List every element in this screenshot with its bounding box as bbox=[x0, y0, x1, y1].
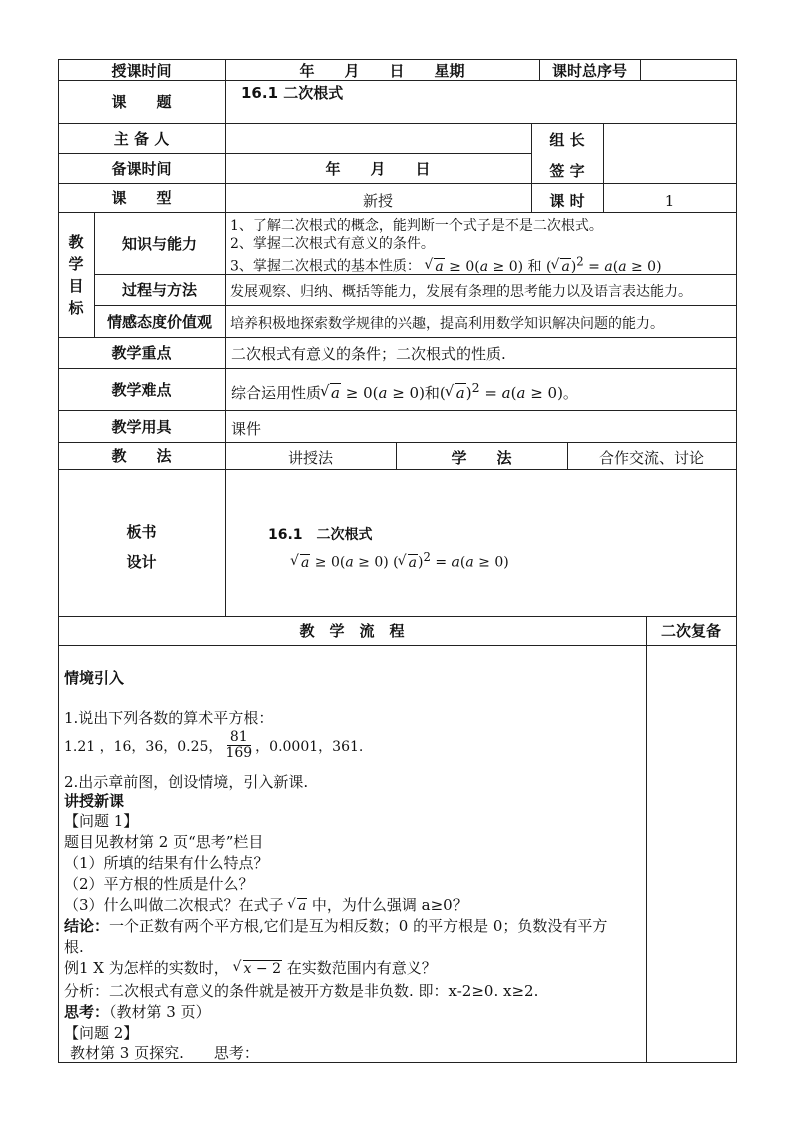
process-text: 发展观察、归纳、概括等能力，发展有条理的思考能力以及语言表达能力。 bbox=[230, 284, 692, 300]
sub3-b: 中，为什么强调 a≥0？ bbox=[311, 896, 468, 914]
date-placeholder: 年 月 日 星期 bbox=[299, 61, 465, 80]
knowledge-line-3 bbox=[230, 254, 662, 276]
difficulty-prefix: 综合运用性质 bbox=[231, 384, 322, 402]
knowledge-label: 知识与能力 bbox=[121, 234, 197, 253]
tools-text: 课件 bbox=[231, 420, 262, 438]
sub-question-3 bbox=[64, 894, 468, 915]
think bbox=[64, 1001, 211, 1022]
intro-heading: 情境引入 bbox=[64, 669, 125, 687]
sign-label: 签 字 bbox=[549, 161, 585, 180]
attitude-text: 培养积极地探索数学规律的兴趣，提高利用数学知识解决问题的能力。 bbox=[230, 316, 664, 332]
lesson-type-label: 课 型 bbox=[111, 189, 172, 207]
numbers-line bbox=[64, 730, 363, 762]
key-point-label: 教学重点 bbox=[111, 344, 172, 362]
difficulty-text bbox=[231, 380, 578, 403]
numbers-a: 1.21 ，16，36，0.25， bbox=[64, 738, 223, 755]
question-2: 2.出示章前图，创设情境，引入新课. bbox=[64, 773, 309, 791]
example-1 bbox=[64, 957, 437, 978]
key-point-text: 二次根式有意义的条件；二次根式的性质. bbox=[231, 345, 506, 363]
difficulty-suffix: 。 bbox=[562, 384, 578, 402]
example-b: 在实数范围内有意义？ bbox=[286, 959, 437, 977]
conclusion bbox=[64, 915, 607, 936]
sqrt-x-minus-2: √ x − 2 bbox=[234, 961, 282, 977]
example-a: 例1 X 为怎样的实数时， bbox=[64, 959, 229, 977]
leader-label: 组 长 bbox=[549, 130, 585, 149]
attitude-label: 情感态度价值观 bbox=[106, 312, 212, 331]
conclusion-text-1: 一个正数有两个平方根,它们是互为相反数；0 的平方根是 0；负数没有平方 bbox=[109, 917, 608, 935]
goals-group-label: 教 学 目 标 bbox=[68, 233, 84, 317]
fraction: $\frac{81}{169}$ bbox=[225, 729, 253, 762]
prep-time-label: 备课时间 bbox=[111, 159, 172, 178]
knowledge-line-1: 1、了解二次根式的概念，能判断一个式子是不是二次根式。 bbox=[230, 218, 603, 234]
hours-value: 1 bbox=[664, 191, 675, 210]
learn-method-value: 合作交流、讨论 bbox=[598, 449, 704, 467]
new-lesson-heading: 讲授新课 bbox=[64, 792, 125, 810]
problem-2: 【问题 2】 bbox=[64, 1024, 139, 1042]
lesson-type-value: 新授 bbox=[362, 192, 393, 210]
topic-value: 16.1 二次根式 bbox=[241, 83, 344, 102]
problem-1: 【问题 1】 bbox=[64, 812, 139, 830]
flow-header: 教 学 流 程 bbox=[299, 622, 405, 640]
board-label-2: 设计 bbox=[126, 552, 157, 571]
property-formula: √ a ≥ 0(a ≥ 0) 和 (√ a)$^2$ = a(a ≥ 0) bbox=[425, 259, 661, 275]
knowledge-line-3-text: 3、掌握二次根式的基本性质： bbox=[230, 258, 421, 275]
topic-label: 课 题 bbox=[111, 93, 172, 111]
process-label: 过程与方法 bbox=[121, 281, 197, 299]
board-formula: √ a ≥ 0(a ≥ 0) (√ a)$^2$ = a(a ≥ 0) bbox=[291, 550, 509, 571]
explore: 教材第 3 页探究. 思考： bbox=[70, 1044, 259, 1062]
question-1: 1.说出下列各数的算术平方根： bbox=[64, 709, 274, 727]
conclusion-label: 结论： bbox=[64, 917, 110, 935]
preparer-value[interactable] bbox=[226, 123, 530, 153]
sub-question-2: （2）平方根的性质是什么？ bbox=[64, 875, 254, 893]
teach-method-value: 讲授法 bbox=[287, 449, 333, 467]
hours-label: 课 时 bbox=[549, 192, 585, 210]
board-label-1: 板书 bbox=[126, 522, 157, 541]
think-text: （教材第 3 页） bbox=[109, 1003, 211, 1021]
board-title: 16.1 二次根式 bbox=[268, 527, 373, 543]
preparer-label: 主 备 人 bbox=[113, 129, 170, 148]
difficulty-label: 教学难点 bbox=[111, 380, 172, 399]
serial-value[interactable] bbox=[640, 59, 736, 81]
tools-label: 教学用具 bbox=[111, 417, 172, 436]
difficulty-formula: √ a ≥ 0(a ≥ 0)和(√ a)$^2$ = a(a ≥ 0) bbox=[321, 384, 563, 402]
think-label: 思考： bbox=[64, 1003, 110, 1021]
learn-method-label: 学 法 bbox=[451, 449, 512, 467]
prep-time-value: 年 月 日 bbox=[325, 159, 431, 178]
teach-method-label: 教 法 bbox=[111, 447, 172, 465]
conclusion-text-2: 根. bbox=[64, 938, 84, 956]
serial-label: 课时总序号 bbox=[551, 61, 627, 80]
sqrt-a: √ a bbox=[288, 899, 307, 914]
see-book: 题目见教材第 2 页“思考”栏目 bbox=[64, 833, 264, 851]
analysis: 分析：二次根式有意义的条件就是被开方数是非负数. 即：x-2≥0. x≥2. bbox=[64, 982, 539, 1000]
time-label: 授课时间 bbox=[111, 61, 172, 80]
sub3-a: （3）什么叫做二次根式？在式子 bbox=[64, 896, 284, 914]
knowledge-line-2: 2、掌握二次根式有意义的条件。 bbox=[230, 236, 435, 252]
second-prep-header: 二次复备 bbox=[660, 622, 721, 640]
sub-question-1: （1）所填的结果有什么特点？ bbox=[64, 854, 269, 872]
numbers-b: ，0.0001，361. bbox=[255, 738, 364, 755]
